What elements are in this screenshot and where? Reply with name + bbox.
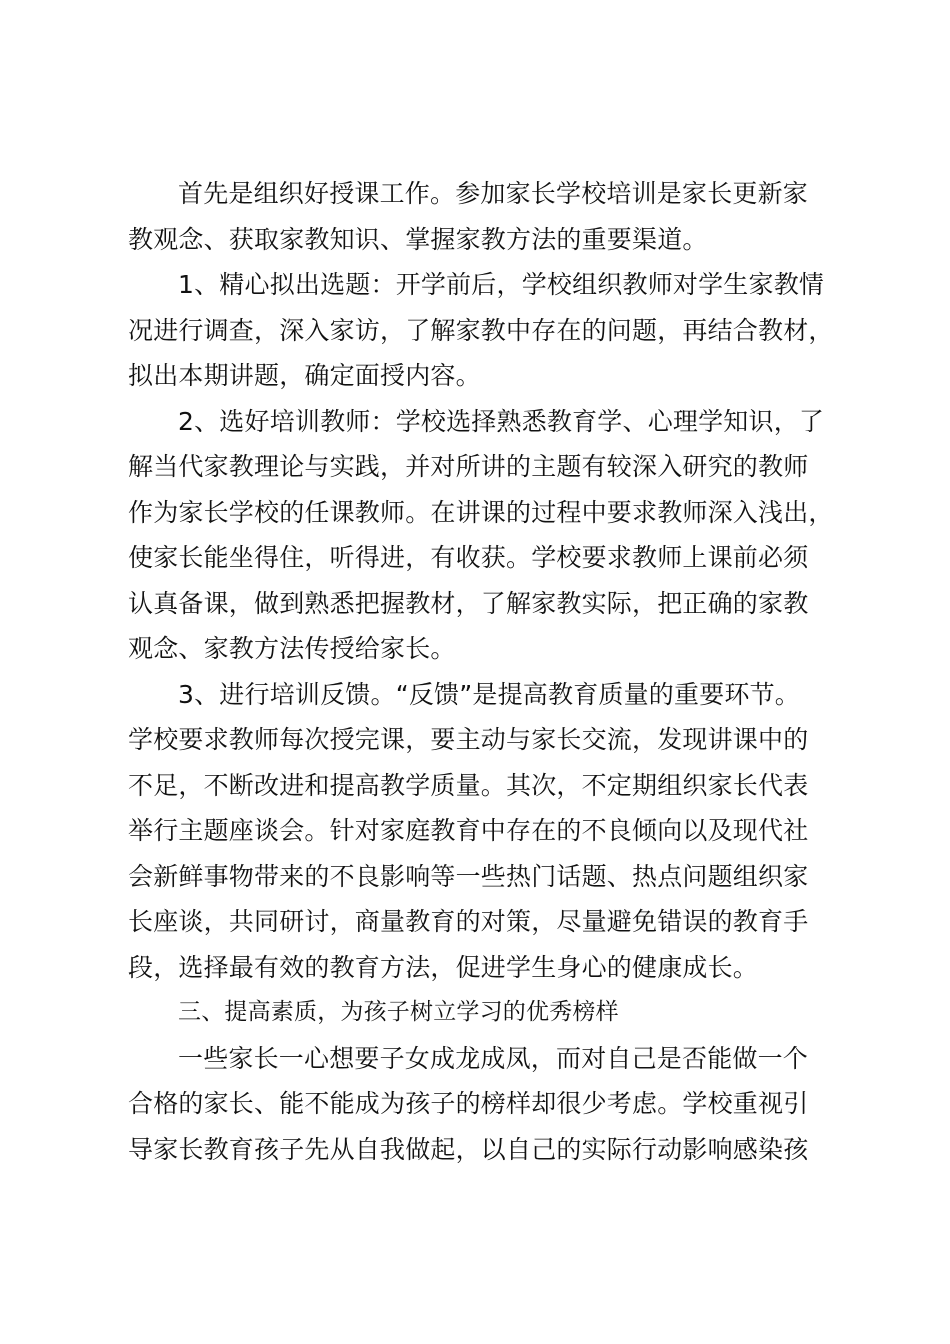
paragraph-line: 观念、家教方法传授给家长。 xyxy=(128,634,456,663)
paragraph-line: 使家长能坐得住，听得进，有收获。学校要求教师上课前必须 xyxy=(128,543,809,572)
paragraph-line: 认真备课，做到熟悉把握教材，了解家教实际，把正确的家教 xyxy=(128,588,809,618)
paragraph-line: 况进行调查，深入家访，了解家教中存在的问题，再结合教材， xyxy=(128,315,834,345)
section-heading: 三、提高素质，为孩子树立学习的优秀榜样 xyxy=(178,999,619,1025)
paragraph-line: 作为家长学校的任课教师。在讲课的过程中要求教师深入浅出， xyxy=(128,497,834,527)
paragraph-line: 会新鲜事物带来的不良影响等一些热门话题、热点问题组织家 xyxy=(128,861,809,891)
paragraph-line: 1、精心拟出选题：开学前后，学校组织教师对学生家教情 xyxy=(178,270,825,299)
paragraph-line: 拟出本期讲题，确定面授内容。 xyxy=(128,361,481,390)
paragraph-line: 合格的家长、能不能成为孩子的榜样却很少考虑。学校重视引 xyxy=(128,1089,809,1118)
paragraph-line: 段，选择最有效的教育方法，促进学生身心的健康成长。 xyxy=(128,952,759,982)
paragraph-line: 学校要求教师每次授完课，要主动与家长交流，发现讲课中的 xyxy=(128,725,809,754)
paragraph-line: 导家长教育孩子先从自我做起，以自己的实际行动影响感染孩 xyxy=(128,1134,809,1164)
paragraph-line: 长座谈，共同研讨，商量教育的对策，尽量避免错误的教育手 xyxy=(128,907,809,936)
paragraph-line: 解当代家教理论与实践，并对所讲的主题有较深入研究的教师 xyxy=(128,452,809,481)
paragraph-line: 一些家长一心想要子女成龙成凤，而对自己是否能做一个 xyxy=(178,1043,809,1073)
paragraph-line: 教观念、获取家教知识、掌握家教方法的重要渠道。 xyxy=(128,224,708,254)
paragraph-line: 2、选好培训教师：学校选择熟悉教育学、心理学知识，了 xyxy=(178,406,825,436)
document-body xyxy=(128,171,840,1172)
paragraph-line: 不足，不断改进和提高教学质量。其次，不定期组织家长代表 xyxy=(128,770,809,800)
paragraph-line: 首先是组织好授课工作。参加家长学校培训是家长更新家 xyxy=(178,179,809,208)
paragraph-line: 3、进行培训反馈。“反馈”是提高教育质量的重要环节。 xyxy=(178,679,801,709)
paragraph-line: 举行主题座谈会。针对家庭教育中存在的不良倾向以及现代社 xyxy=(128,816,809,845)
